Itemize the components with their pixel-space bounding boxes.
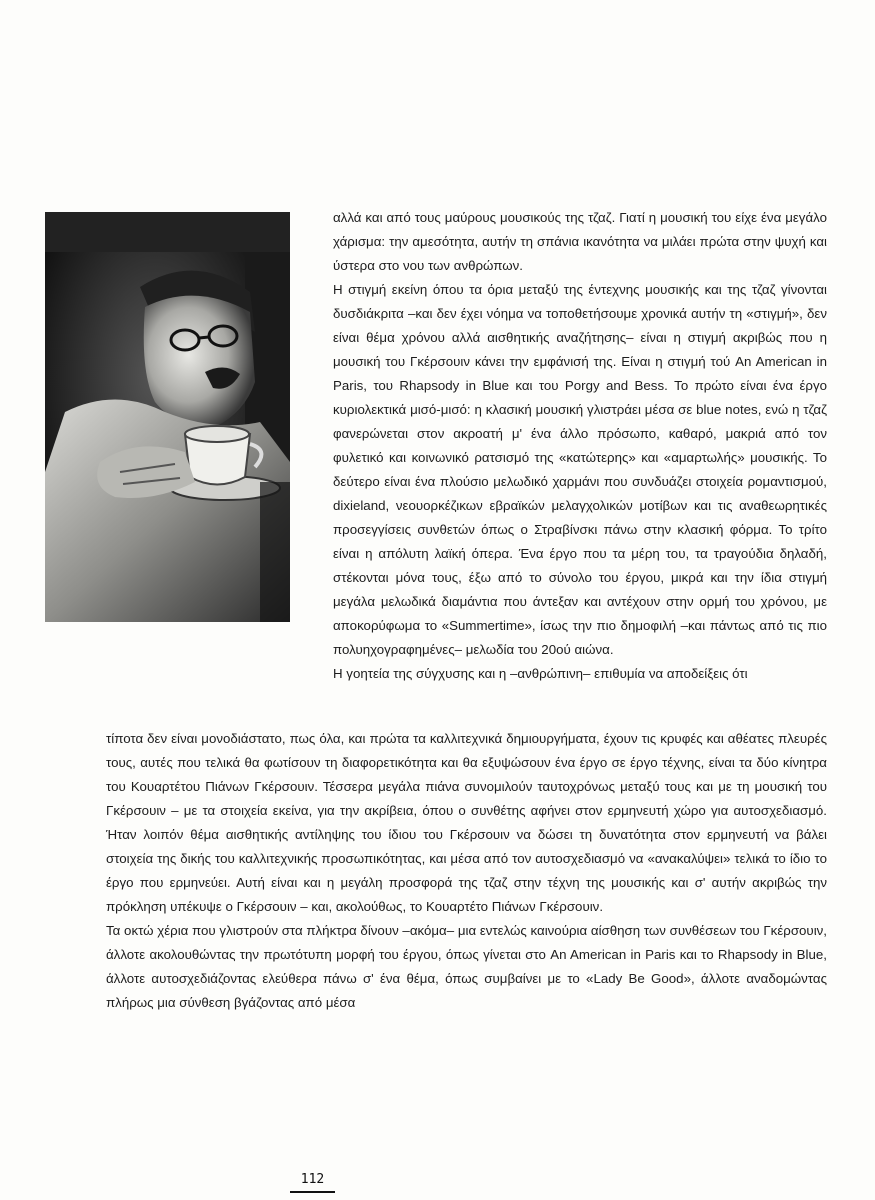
page-number: 112 bbox=[300, 1172, 325, 1187]
text-column-beside-photo bbox=[333, 206, 827, 686]
photo-illustration bbox=[45, 212, 290, 622]
paragraph-1: αλλά και από τους μαύρους μουσικούς της τζαζ. Γιατί η μουσική του είχε ένα μεγάλο χάρισμα: την αμεσότητα, αυτήν τη σπάνια ικανότητα να μιλάει πρώτα στην ψυχή και ύστερα στο νου των ανθρώπων. bbox=[333, 210, 827, 273]
page-number-rule bbox=[290, 1191, 335, 1193]
paragraph-2: Η στιγμή εκείνη όπου τα όρια μεταξύ της έντεχνης μουσικής και της τζαζ γίνονται δυσδιάκριτα –και δεν έχει νόημα να τοποθετήσουμε χρονικά αυτήν τη «στιγμή», δεν είναι θέμα χρόνου αλλά αισθητικής αναζήτησης– είναι η στιγμή ακριβώς που η μουσική του Γκέρσουιν κάνει την εμφάνισή της. Είναι η στιγμή τού An American in Paris, του Rhapsody in Blue και του Porgy and Bess. Το πρώτο είναι ένα έργο κυριολεκτικά μισό-μισό: η κλασική μουσική γλιστράει μέσα σε blue notes, ενώ η τζαζ φανερώνεται στον ακροατή μ' ένα άλλο πρόσωπο, καθαρό, μακριά από τον φυλετικό και κοινωνικό ρατσισμό της «κατώτερης» και «αμαρτωλής» μουσικής. Το δεύτερο είναι ένα πλούσιο μελωδικό χαρμάνι που συνδυάζει στοιχεία ρομαντισμού, dixieland, νεουορκέζικων εβραϊκών μελαγχολικών μοτίβων και τις αναθεωρητικές προσεγγίσεις συνθετών όπως ο Στραβίνσκι πάνω στην κλασική φόρμα. Το τρίτο είναι η απόλυτη λαϊκή όπερα. Ένα έργο που τα μέρη του, τα τραγούδια δηλαδή, στέκονται μόνα τους, έξω από το σύνολο του έργου, μικρά και την ίδια στιγμή μεγάλα μελωδικά διαμάντια που άντεξαν και αντέχουν στην ορμή του χρόνου, με αποκορύφωμα το «Summertime», ίσως την πιο δημοφιλή –και πάντως από τις πιο πολυηχογραφημένες– μελωδία του 20ού αιώνα. bbox=[333, 282, 827, 657]
photograph-laughing-person-with-cup bbox=[45, 212, 290, 622]
paragraph-3-start: Η γοητεία της σύγχυσης και η –ανθρώπινη– επιθυμία να αποδείξεις ότι bbox=[333, 666, 748, 681]
text-full-width bbox=[106, 727, 827, 1015]
paragraph-3-continued: τίποτα δεν είναι μονοδιάστατο, πως όλα, και πρώτα τα καλλιτεχνικά δημιουργήματα, έχουν τις κρυφές και αθέατες πλευρές τους, αυτές που τελικά θα φωτίσουν τη διαφορετικότητα και θα εξυψώσουν ένα έργο σε έργο τέχνης, είναι τα δύο κίνητρα του Κουαρτέτου Πιάνων Γκέρσουιν. Τέσσερα μεγάλα πιάνα συνομιλούν ταυτοχρόνως μεταξύ τους και με τη μουσική του Γκέρσουιν – με τα στοιχεία εκείνα, για την ακρίβεια, όπου ο συνθέτης αφήνει στον ερμηνευτή χώρο για αυτοσχεδιασμό. Ήταν λοιπόν θέμα αισθητικής αντίληψης του ίδιου του Γκέρσουιν να δώσει τη δυνατότητα στον ερμηνευτή να βάλει στοιχεία της δικής του καλλιτεχνικής προσωπικότητας, και μέσα από τον αυτοσχεδιασμό να «ανακαλύψει» τελικά το ίδιο το έργο που ερμηνεύει. Αυτή είναι και η μεγάλη προσφορά της τζαζ στην τέχνη της μουσικής και σ' αυτήν ακριβώς την πρόκληση υπέκυψε ο Γκέρσουιν – και, ακολούθως, το Κουαρτέτο Πιάνων Γκέρσουιν. bbox=[106, 731, 827, 914]
paragraph-4: Τα οκτώ χέρια που γλιστρούν στα πλήκτρα δίνουν –ακόμα– μια εντελώς καινούρια αίσθηση των συνθέσεων του Γκέρσουιν, άλλοτε ακολουθώντας την πρωτότυπη μορφή του έργου, όπως γίνεται στο An American in Paris και το Rhapsody in Blue, άλλοτε αυτοσχεδιάζοντας ελεύθερα πάνω σ' ένα θέμα, όπως συμβαίνει με το «Lady Be Good», άλλοτε αναδομώντας πλήρως μια σύνθεση βγάζοντας από μέσα bbox=[106, 923, 827, 1010]
